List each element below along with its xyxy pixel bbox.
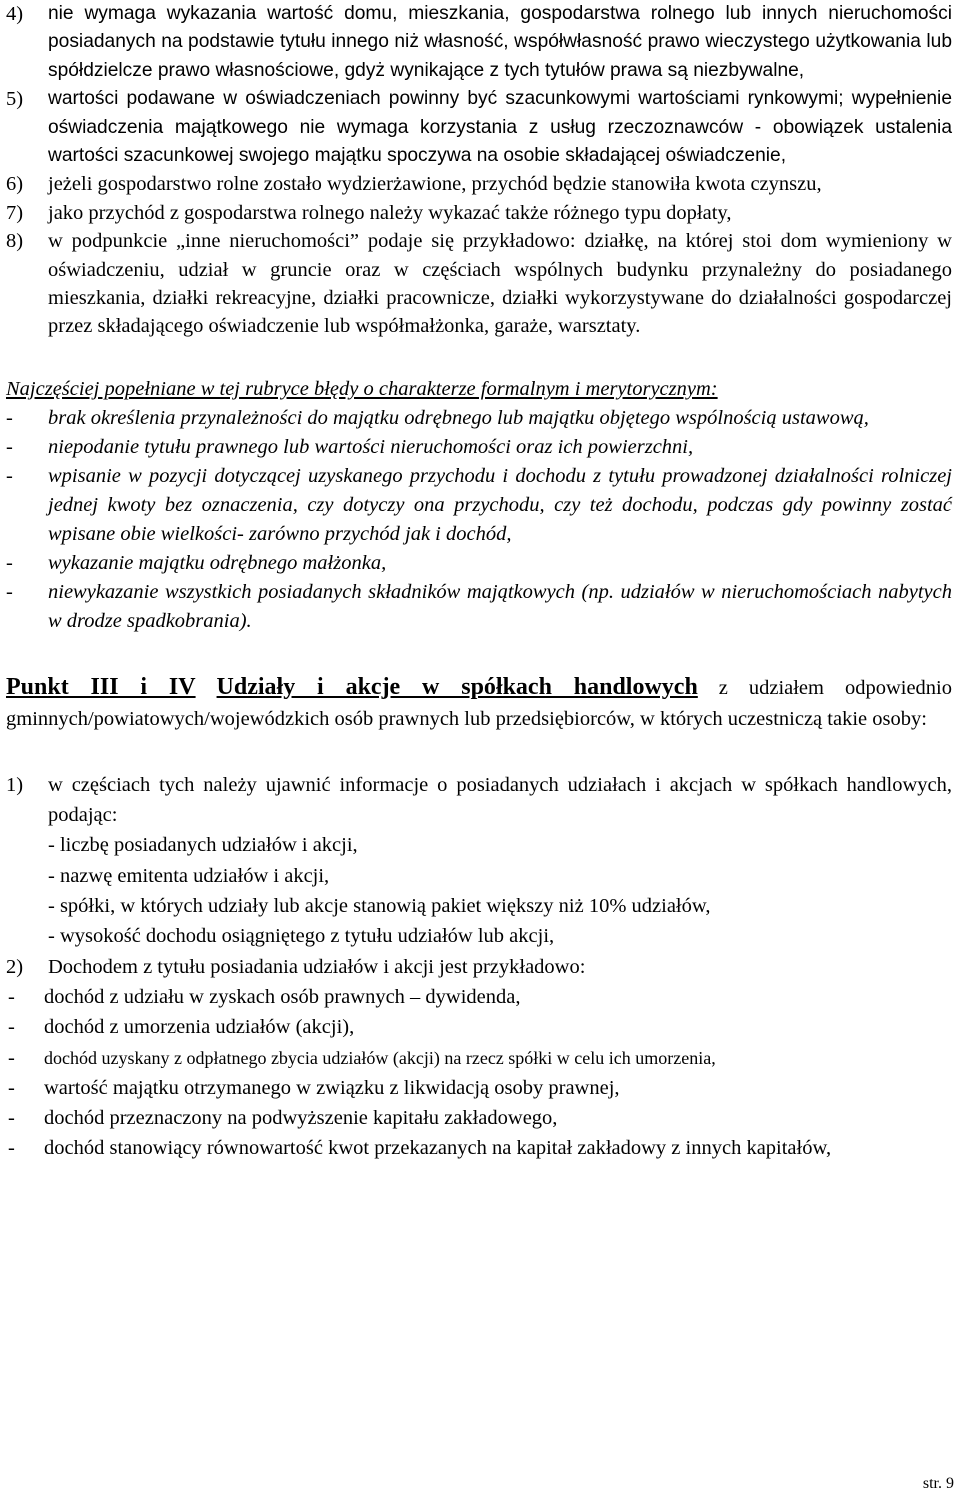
sub-item: - wysokość dochodu osiągniętego z tytułu udziałów lub akcji,: [48, 925, 555, 948]
dash-item: [6, 1012, 952, 1042]
list-item-text: wartości podawane w oświadczeniach powinny być szacunkowymi wartościami rynkowymi; wypełnienie oświadczenia majątkowego nie wymaga korzystania z usług rzeczoznawców - obowiązek ustalenia wartości szacunkowej swojego majątku spoczywa na osobie składającej oświadczenie,: [48, 88, 952, 167]
error-item-text: wykazanie majątku odrębnego małżonka,: [48, 551, 387, 574]
error-item: [6, 549, 952, 578]
common-errors-heading: Najczęściej popełniane w tej rubryce błędy o charakterze formalnym i merytorycznym:: [6, 377, 718, 400]
sub-item: - spółki, w których udziały lub akcje stanowią pakiet większy niż 10% udziałów,: [48, 895, 711, 918]
section-intro: [6, 672, 952, 735]
error-item: [6, 404, 952, 433]
dash-marker: -: [6, 464, 13, 487]
list-item-5: [6, 85, 952, 170]
dash-item: [6, 1073, 952, 1103]
list-item-text: jako przychód z gospodarstwa rolnego należy wykazać także różnego typu dopłaty,: [48, 201, 732, 224]
error-item-text: niewykazanie wszystkich posiadanych składników majątkowych (np. udziałów w nieruchomościach nabytych w drodze spadkobrania).: [48, 580, 952, 632]
section-intro-text: z udziałem odpowiednio gminnych/powiatowych/wojewódzkich osób prawnych lub przedsiębiorców, w których uczestniczą takie osoby:: [6, 676, 952, 730]
list-item-number: 4): [6, 3, 24, 25]
dash-marker: -: [8, 1076, 15, 1099]
list-item-number: 8): [6, 230, 24, 253]
list-item-text: w częściach tych należy ujawnić informacje o posiadanych udziałach i akcjach w spółkach handlowych, podając:: [48, 773, 952, 827]
dash-marker: -: [6, 435, 13, 458]
dash-item: [6, 1043, 952, 1073]
dash-marker: -: [8, 1107, 15, 1130]
dash-item-text: dochód stanowiący równowartość kwot przekazanych na kapitał zakładowy z innych kapitałów,: [44, 1137, 832, 1160]
list-item-1: [6, 770, 952, 831]
numbered-list-top: [6, 0, 952, 341]
dash-item-text: dochód z udziału w zyskach osób prawnych – dywidenda,: [44, 985, 521, 1008]
common-errors-block: [6, 375, 952, 636]
dash-item-text: dochód z umorzenia udziałów (akcji),: [44, 1016, 355, 1039]
list-item-number: 6): [6, 173, 24, 196]
dash-marker: -: [6, 551, 13, 574]
error-item: [6, 433, 952, 462]
list-item-2: [6, 952, 952, 982]
list-item-6: [6, 170, 952, 198]
list-item-text: Dochodem z tytułu posiadania udziałów i akcji jest przykładowo:: [48, 955, 586, 978]
list-item-number: 7): [6, 201, 24, 224]
list-item-number: 1): [6, 773, 24, 796]
list-item-7: [6, 199, 952, 227]
list-item-number: 5): [6, 88, 24, 111]
dash-item-text: wartość majątku otrzymanego w związku z likwidacją osoby prawnej,: [44, 1076, 620, 1099]
dash-item: [6, 1133, 952, 1163]
list-item-text: nie wymaga wykazania wartość domu, mieszkania, gospodarstwa rolnego lub innych nieruchomości posiadanych na podstawie tytułu innego niż własność, współwłasność prawo wieczystego użytkowania lub spółdzielcze prawo własnościowe, gdyż wynikające z tych tytułów prawa są niezbywalne,: [48, 3, 952, 81]
error-item: [6, 578, 952, 636]
dash-marker: -: [8, 1016, 15, 1039]
dash-marker: -: [6, 580, 13, 603]
section-subtitle: Udziały i akcje w spółkach handlowych: [216, 673, 698, 700]
list-item-text: jeżeli gospodarstwo rolne zostało wydzierżawione, przychód będzie stanowiła kwota czynszu,: [48, 173, 822, 196]
dash-marker: -: [6, 406, 13, 429]
error-item-text: wpisanie w pozycji dotyczącej uzyskanego przychodu i dochodu z tytułu prowadzonej działalności rolniczej jednej kwoty bez oznaczenia, czy dotyczy ona przychodu, czy też dochodu, podczas gdy powinny zostać wpisane obie wielkości- zarówno przychód jak i dochód,: [48, 464, 952, 545]
list-item-number: 2): [6, 955, 24, 978]
section-title: Punkt III i IV: [6, 673, 196, 700]
dash-marker: -: [8, 985, 15, 1008]
error-item-text: niepodanie tytułu prawnego lub wartości nieruchomości oraz ich powierzchni,: [48, 435, 694, 458]
error-item-text: brak określenia przynależności do majątku odrębnego lub majątku objętego wspólnością ustawową,: [48, 406, 869, 429]
dash-marker: -: [8, 1046, 15, 1069]
sub-item: - nazwę emitenta udziałów i akcji,: [48, 864, 330, 887]
error-item: [6, 462, 952, 549]
numbered-list-bottom: [6, 770, 952, 1164]
dash-item-text: dochód uzyskany z odpłatnego zbycia udziałów (akcji) na rzecz spółki w celu ich umorzenia,: [44, 1047, 716, 1068]
sub-item: - liczbę posiadanych udziałów i akcji,: [48, 834, 358, 857]
dash-marker: -: [8, 1137, 15, 1160]
list-item-4: [6, 0, 952, 85]
dash-item: [6, 1103, 952, 1133]
page-number: str. 9: [922, 1475, 954, 1492]
list-item-8: [6, 227, 952, 341]
dash-item: [6, 982, 952, 1012]
dash-item-text: dochód przeznaczony na podwyższenie kapitału zakładowego,: [44, 1107, 558, 1130]
list-item-text: w podpunkcie „inne nieruchomości” podaje się przykładowo: działkę, na której stoi dom wymieniony w oświadczeniu, udział w gruncie oraz w częściach wspólnych budynku przynależny do posiadanego mieszkania, działki rekreacyjne, działki pracownicze, działki wykorzystywane do działalności gospodarczej przez składającego oświadczenie lub współmałżonka, garaże, warsztaty.: [48, 230, 952, 338]
